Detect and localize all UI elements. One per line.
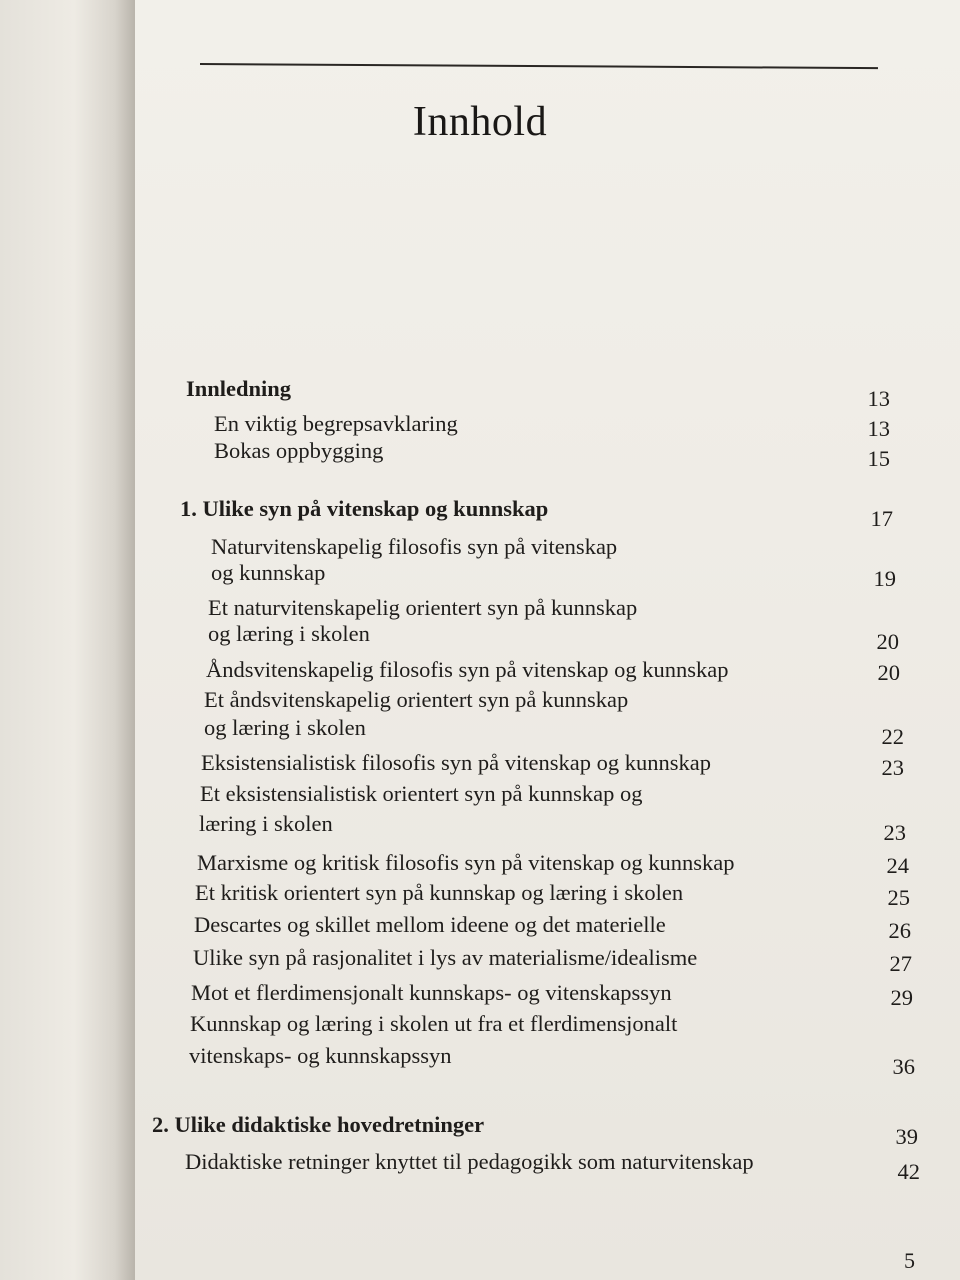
toc-entry-page: 24 [886,853,909,878]
toc-entry-label: Innledning [186,376,292,401]
toc-entry-label: Et kritisk orientert syn på kunnskap og læring i skolen [195,880,684,905]
page-number: 5 [904,1248,915,1273]
toc-chapter-heading: 1. Ulike syn på vitenskap og kunnskap [180,496,549,521]
toc-entry-page: 29 [890,985,913,1010]
toc-entry-label: og læring i skolen [204,715,366,740]
toc-entry-label: og læring i skolen [208,621,370,646]
toc-entry-page: 20 [876,629,899,654]
toc-entry-page: 23 [881,755,904,780]
toc-entry-page: 17 [870,506,893,531]
toc-entry-label: Naturvitenskapelig filosofis syn på vitenskap [211,534,618,559]
toc-entry-label: Descartes og skillet mellom ideene og det materielle [194,912,666,937]
toc-entry-page: 39 [895,1124,918,1149]
toc-entry-label: Bokas oppbygging [214,438,384,463]
toc-entry-label: og kunnskap [211,560,326,585]
toc-entry-label: Kunnskap og læring i skolen ut fra et flerdimensjonalt [190,1011,678,1036]
toc-entry-label: læring i skolen [199,811,333,836]
toc-entry-label: Didaktiske retninger knyttet til pedagogikk som naturvitenskap [185,1149,754,1174]
toc-entry-page: 19 [873,566,896,591]
toc-entry-label: Et åndsvitenskapelig orientert syn på kunnskap [204,687,629,712]
toc-entry-page: 13 [867,416,890,441]
toc-entry-label: Et naturvitenskapelig orientert syn på kunnskap [208,595,638,620]
toc-entry-label: Et eksistensialistisk orientert syn på kunnskap og [200,781,643,806]
toc-entry-page: 15 [867,446,890,471]
toc-entry-label: En viktig begrepsavklaring [214,411,458,436]
toc-entry-label: Ulike syn på rasjonalitet i lys av materialisme/idealisme [193,945,698,970]
toc-entry-page: 25 [887,885,910,910]
toc-entry-page: 23 [883,820,906,845]
toc-entry-label: vitenskaps- og kunnskapssyn [189,1043,452,1068]
toc-entry-page: 20 [877,660,900,685]
toc-entry-label: Mot et flerdimensjonalt kunnskaps- og vitenskapssyn [191,980,672,1005]
toc-chapter-heading: 2. Ulike didaktiske hovedretninger [152,1112,485,1137]
toc-entry-page: 42 [897,1159,920,1184]
toc-entry-page: 13 [867,386,890,411]
toc-entry-page: 22 [881,724,904,749]
toc-entry-page: 27 [889,951,912,976]
toc-entry-label: Åndsvitenskapelig filosofis syn på vitenskap og kunnskap [206,657,729,682]
page-title: Innhold [412,99,548,145]
book-spine [0,0,135,1280]
toc-entry-label: Marxisme og kritisk filosofis syn på vitenskap og kunnskap [197,850,735,875]
toc-entry-page: 26 [888,918,911,943]
toc-entry-label: Eksistensialistisk filosofis syn på vitenskap og kunnskap [201,750,711,775]
toc-entry-page: 36 [892,1054,915,1079]
